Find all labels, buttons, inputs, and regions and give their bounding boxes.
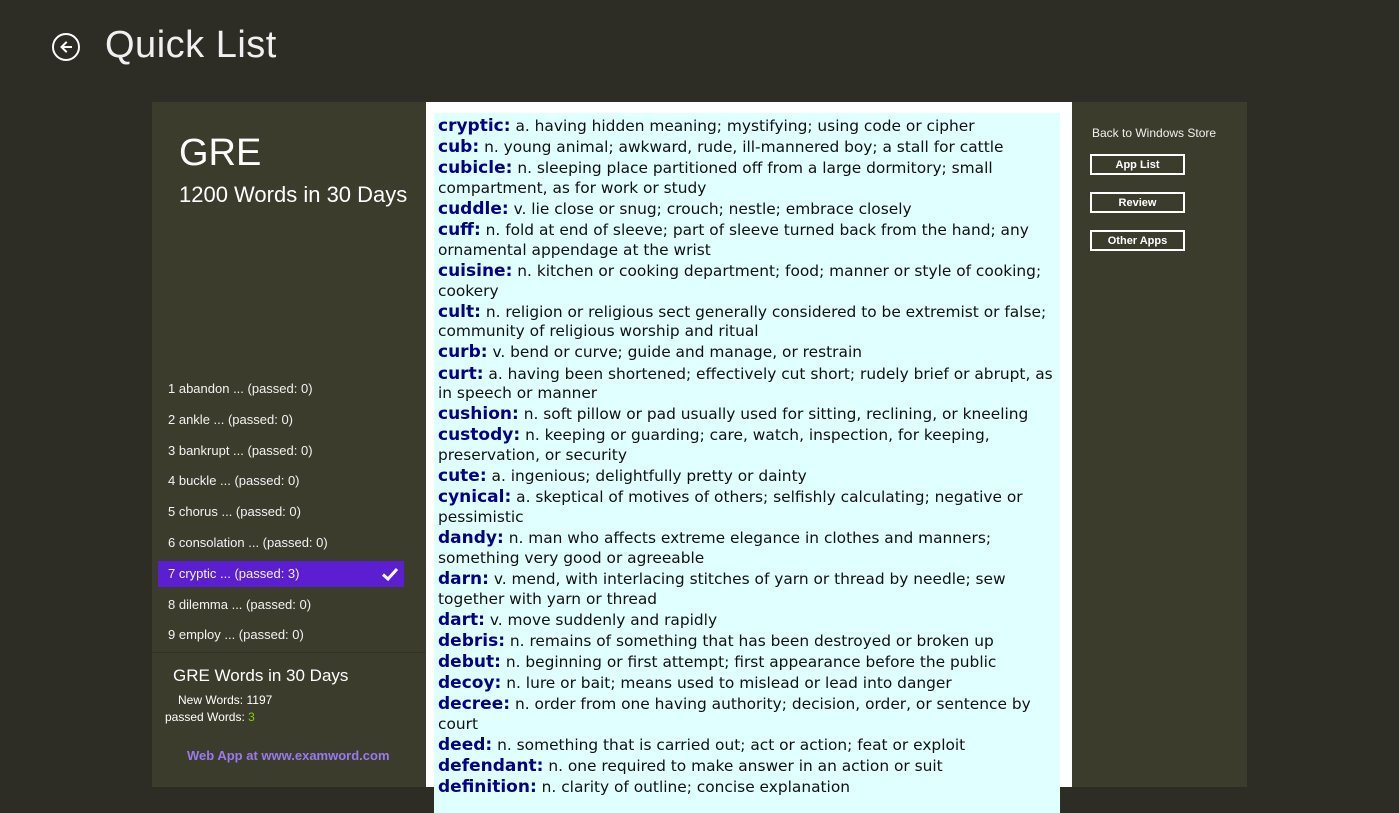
word-entry [438,467,1060,487]
word-entry [438,674,1060,694]
entry-word: curb: [438,342,488,363]
entry-word: cuff: [438,220,481,241]
word-entry [438,159,1060,198]
entry-definition: n. remains of something that has been destroyed or broken up [509,631,994,650]
app-subtitle: 1200 Words in 30 Days [179,182,408,207]
entry-definition: n. kitchen or cooking department; food; manner or style of cooking; cookery [438,261,1042,300]
entry-word: cubicle: [438,158,513,179]
entry-word: debris: [438,630,505,651]
word-entry [438,611,1060,631]
right-panel [1072,102,1247,787]
entry-definition: n. fold at end of sleeve; part of sleeve turned back from the hand; any ornamental appendage at the wrist [438,221,1029,259]
lesson-item[interactable] [158,592,404,618]
lesson-label: 5 chorus ... (passed: 0) [168,504,301,520]
lesson-label: 4 buckle ... (passed: 0) [168,473,300,489]
word-entry [438,488,1060,527]
lesson-item[interactable] [158,530,404,556]
entry-word: cynical: [438,487,512,508]
lesson-list [158,376,404,653]
entry-word: cuddle: [438,198,509,219]
lesson-item[interactable] [158,468,404,494]
entry-word: defendant: [438,756,544,776]
back-to-store-link[interactable]: Back to Windows Store [1092,126,1217,140]
entry-definition: v. mend, with interlacing stitches of yarn or thread by needle; sew together with yarn or thread [438,569,1006,608]
word-list [434,113,1060,813]
lesson-item[interactable] [158,407,404,433]
lesson-label: 8 dilemma ... (passed: 0) [168,596,312,612]
entry-word: definition: [438,777,537,798]
entry-definition: v. lie close or snug; crouch; nestle; embrace closely [513,199,912,218]
lesson-label: 9 employ ... (passed: 0) [168,627,304,643]
lesson-item-selected[interactable] [158,561,404,587]
word-entry [438,200,1060,220]
entry-word: curt: [438,363,484,384]
passed-words-label: passed Words: [165,710,245,724]
word-entry [438,736,1060,756]
entry-definition: n. one required to make answer in an action or suit [548,757,943,775]
entry-definition: n. keeping or guarding; care, watch, inspection, for keeping, preservation, or security [438,426,990,465]
passed-words-value: 3 [248,710,255,724]
entry-definition: a. ingenious; delightfully pretty or dainty [491,467,807,486]
entry-word: cryptic: [438,116,511,136]
word-entry [438,757,1060,777]
lesson-label: 2 ankle ... (passed: 0) [168,411,294,427]
lesson-label: 3 bankrupt ... (passed: 0) [168,442,313,458]
web-app-link[interactable]: Web App at www.examword.com [187,748,390,763]
entry-definition: n. clarity of outline; concise explanation [541,778,851,797]
entry-word: cub: [438,137,480,158]
entry-definition: v. bend or curve; guide and manage, or restrain [492,343,862,362]
word-entry [438,426,1060,465]
lesson-label: 6 consolation ... (passed: 0) [168,534,328,550]
new-words-label: New Words: [178,693,244,707]
word-entry [438,117,1060,137]
entry-word: cuisine: [438,260,513,281]
word-entry [438,570,1060,609]
word-entry [438,303,1060,342]
back-button[interactable] [52,33,80,61]
entry-word: deed: [438,734,493,755]
entry-word: debut: [438,651,501,672]
review-button[interactable]: Review [1090,192,1185,213]
entry-definition: n. sleeping place partitioned off from a large dormitory; small compartment, as for work or study [438,159,993,197]
word-entry [438,653,1060,673]
lesson-item[interactable] [158,438,404,464]
lesson-sidebar [152,102,426,787]
word-entry [438,365,1060,404]
entry-definition: a. skeptical of motives of others; selfishly calculating; negative or pessimistic [438,488,1023,527]
word-entry [438,138,1060,158]
entry-definition: n. beginning or first attempt; first appearance before the public [505,652,997,671]
word-entry [438,343,1060,363]
word-list-panel[interactable] [426,102,1072,798]
entry-definition: n. man who affects extreme elegance in clothes and manners; something very good or agreeable [438,529,992,567]
entry-definition: n. soft pillow or pad usually used for sitting, reclining, or kneeling [523,405,1029,424]
entry-definition: v. move suddenly and rapidly [489,610,718,629]
entry-word: custody: [438,425,521,446]
entry-definition: n. religion or religious sect generally considered to be extremist or false; community of religious worship and ritual [438,302,1047,341]
entry-definition: n. lure or bait; means used to mislead or lead into danger [506,674,952,693]
entry-word: cult: [438,301,481,322]
stats-title: GRE Words in 30 Days [173,666,349,685]
word-entry [438,695,1060,734]
checkmark-icon [380,564,400,584]
page-title: Quick List [105,24,277,66]
entry-word: dandy: [438,528,504,549]
entry-word: cute: [438,466,487,487]
lesson-item[interactable] [158,499,404,525]
entry-word: decree: [438,694,511,715]
word-entry [438,405,1060,425]
word-entry [438,262,1060,301]
word-entry [438,221,1060,260]
entry-definition: n. something that is carried out; act or action; feat or exploit [497,735,966,754]
stats-passed-words [165,710,255,724]
divider [152,652,426,653]
lesson-label: 7 cryptic ... (passed: 3) [168,565,300,581]
entry-definition: a. having hidden meaning; mystifying; using code or cipher [515,117,975,135]
entry-word: dart: [438,609,485,630]
entry-definition: n. young animal; awkward, rude, ill-mannered boy; a stall for cattle [484,138,1004,157]
entry-definition: n. order from one having authority; decision, order, or sentence by court [438,695,1031,733]
entry-word: decoy: [438,673,502,694]
word-entry [438,632,1060,652]
stats-new-words [178,693,272,707]
word-entry [438,778,1060,798]
entry-definition: a. having been shortened; effectively cut short; rudely brief or abrupt, as in speech or manner [438,364,1053,403]
back-arrow-icon [58,39,74,55]
app-list-button[interactable]: App List [1090,154,1185,175]
new-words-value: 1197 [246,693,273,707]
lesson-item[interactable] [158,622,404,648]
other-apps-button[interactable]: Other Apps [1090,230,1185,251]
entry-word: cushion: [438,404,519,425]
lesson-item[interactable] [158,376,404,402]
lesson-label: 1 abandon ... (passed: 0) [168,381,313,396]
app-name: GRE [179,132,262,174]
entry-word: darn: [438,568,489,589]
word-entry [438,529,1060,568]
